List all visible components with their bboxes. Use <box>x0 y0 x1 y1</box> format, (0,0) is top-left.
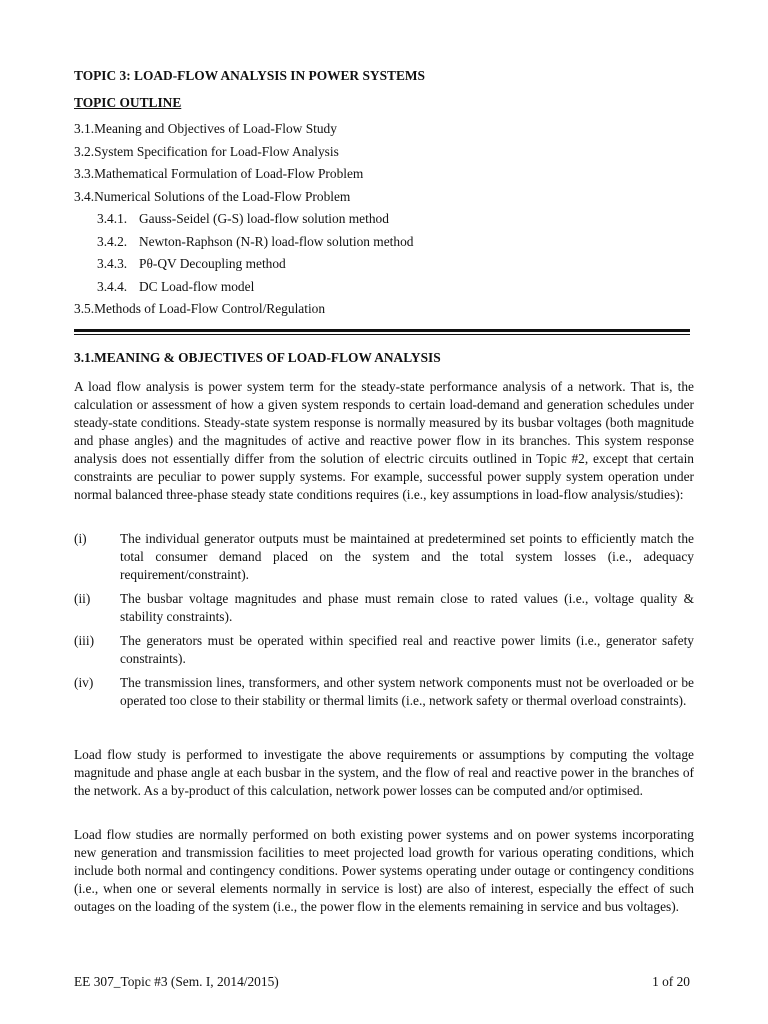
load-flow-study-paragraph: Load flow study is performed to investigate the above requirements or assumptions by computing the voltage magnitude and phase angle at each busbar in the system, and the flow of real and reactive power in the branches of the network. As a by-product of this calculation, network power losses can be computed and/or optimised. <box>74 747 694 798</box>
outline-subitem: 3.4.1. Gauss-Seidel (G-S) load-flow solution method <box>97 211 389 226</box>
outline-item: 3.1.Meaning and Objectives of Load-Flow Study <box>74 121 337 136</box>
page-number: 1 of 20 <box>652 974 690 989</box>
requirement-text: The transmission lines, transformers, and other system network components must not be overloaded or be operated too close to their stability or thermal limits (i.e., network safety or thermal overload constraints). <box>120 675 694 708</box>
outline-heading: TOPIC OUTLINE <box>74 95 182 110</box>
requirement-item <box>74 674 694 710</box>
outline-item: 3.3.Mathematical Formulation of Load-Flow Problem <box>74 166 364 181</box>
outline-subitem: 3.4.3. Pθ-QV Decoupling method <box>97 256 286 271</box>
requirements-list <box>74 530 694 716</box>
intro-paragraph: A load flow analysis is power system term for the steady-state performance analysis of a network. That is, the calculation or assessment of how a given system responds to certain load-demand and generation schedules under steady-state conditions. Steady-state system response is normally measured by its busbar voltages (both magnitude and phase angles) and the magnitudes of active and reactive power flow in its branches. This system response analysis does not essentially differ from the solution of electric circuits outlined in Topic #2, except that certain constraints are peculiar to power supply systems. For example, successful power supply system operation under normal balanced three-phase steady state conditions requires (i.e., key assumptions in load-flow analysis/studies): <box>74 379 694 502</box>
outline-item: 3.4.Numerical Solutions of the Load-Flow Problem <box>74 188 351 204</box>
requirement-item <box>74 632 694 668</box>
requirement-text: The individual generator outputs must be maintained at predetermined set points to efficiently match the total consumer demand placed on the system and the total system losses (i.e., adequacy requirement/constraint). <box>120 531 694 582</box>
topic-outline-list <box>74 120 413 323</box>
requirement-text: The generators must be operated within specified real and reactive power limits (i.e., generator safety constraints). <box>120 633 694 666</box>
requirement-item <box>74 590 694 626</box>
section-divider <box>74 329 690 335</box>
outline-item: 3.5.Methods of Load-Flow Control/Regulation <box>74 301 326 316</box>
load-flow-studies-paragraph: Load flow studies are normally performed on both existing power systems and on power systems incorporating new generation and transmission facilities to meet projected load growth for various operating conditions, which include both normal and contingency conditions. Power systems operating under outage or contingency conditions (i.e., when one or several elements normally in service is lost) are also of interest, especially the effect of such outages on the loading of the system (i.e., the power flow in the elements remaining in service and bus voltages). <box>74 827 694 914</box>
requirement-numeral: (i) <box>74 531 87 546</box>
outline-subitem: 3.4.2. Newton-Raphson (N-R) load-flow solution method <box>97 233 414 249</box>
outline-subitem: 3.4.4. DC Load-flow model <box>97 278 255 294</box>
section-heading: 3.1.MEANING & OBJECTIVES OF LOAD-FLOW ANALYSIS <box>74 350 441 365</box>
requirement-item <box>74 530 694 584</box>
outline-item: 3.2.System Specification for Load-Flow Analysis <box>74 143 339 159</box>
requirement-numeral: (iv) <box>74 675 94 690</box>
footer-course-label: EE 307_Topic #3 (Sem. I, 2014/2015) <box>74 974 279 989</box>
requirement-numeral: (iii) <box>74 633 95 648</box>
requirement-text: The busbar voltage magnitudes and phase must remain close to rated values (i.e., voltage quality & stability constraints). <box>120 591 694 624</box>
requirement-numeral: (ii) <box>74 591 91 606</box>
document-title: TOPIC 3: LOAD-FLOW ANALYSIS IN POWER SYSTEMS <box>74 68 425 83</box>
